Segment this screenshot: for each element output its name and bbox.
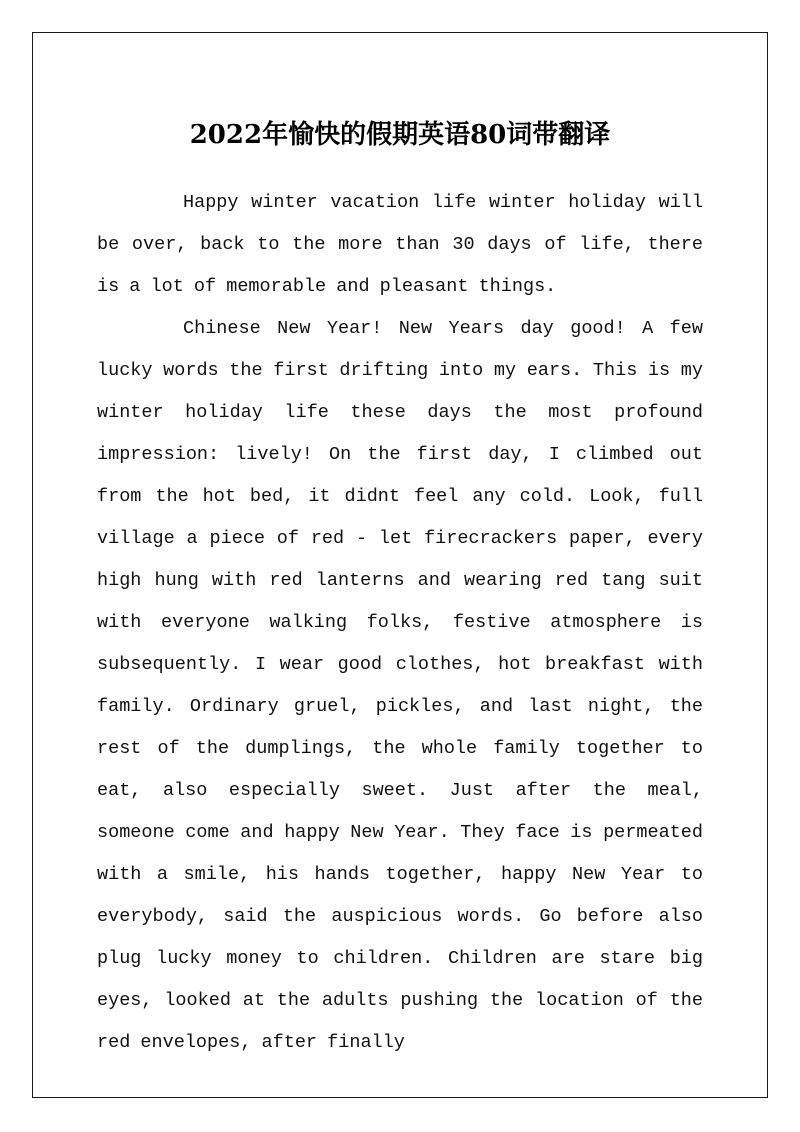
paragraph-1: Happy winter vacation life winter holiday will be over, back to the more than 30 days of life, there is a lot of memorable and pleasant things. <box>97 192 703 297</box>
paragraph-2: Chinese New Year! New Years day good! A few lucky words the first drifting into my ears. This is my winter holiday life these days the most profound impression: lively! On the first day, I climbed out from the hot bed, it didnt feel any cold. Look, full village a piece of red - let firecrackers paper, every high hung with red lanterns and wearing red tang suit with everyone walking folks, festive atmosphere is subsequently. I wear good clothes, hot breakfast with family. Ordinary gruel, pickles, and last night, the rest of the dumplings, the whole family together to eat, also especially sweet. Just after the meal, someone come and happy New Year. They face is permeated with a smile, his hands together, happy New Year to everybody, said the auspicious words. Go before also plug lucky money to children. Children are stare big eyes, looked at the adults pushing the location of the red envelopes, after finally <box>97 318 703 1053</box>
document-body <box>97 182 703 1064</box>
document-title: 2022年愉快的假期英语80词带翻译 <box>189 120 611 151</box>
